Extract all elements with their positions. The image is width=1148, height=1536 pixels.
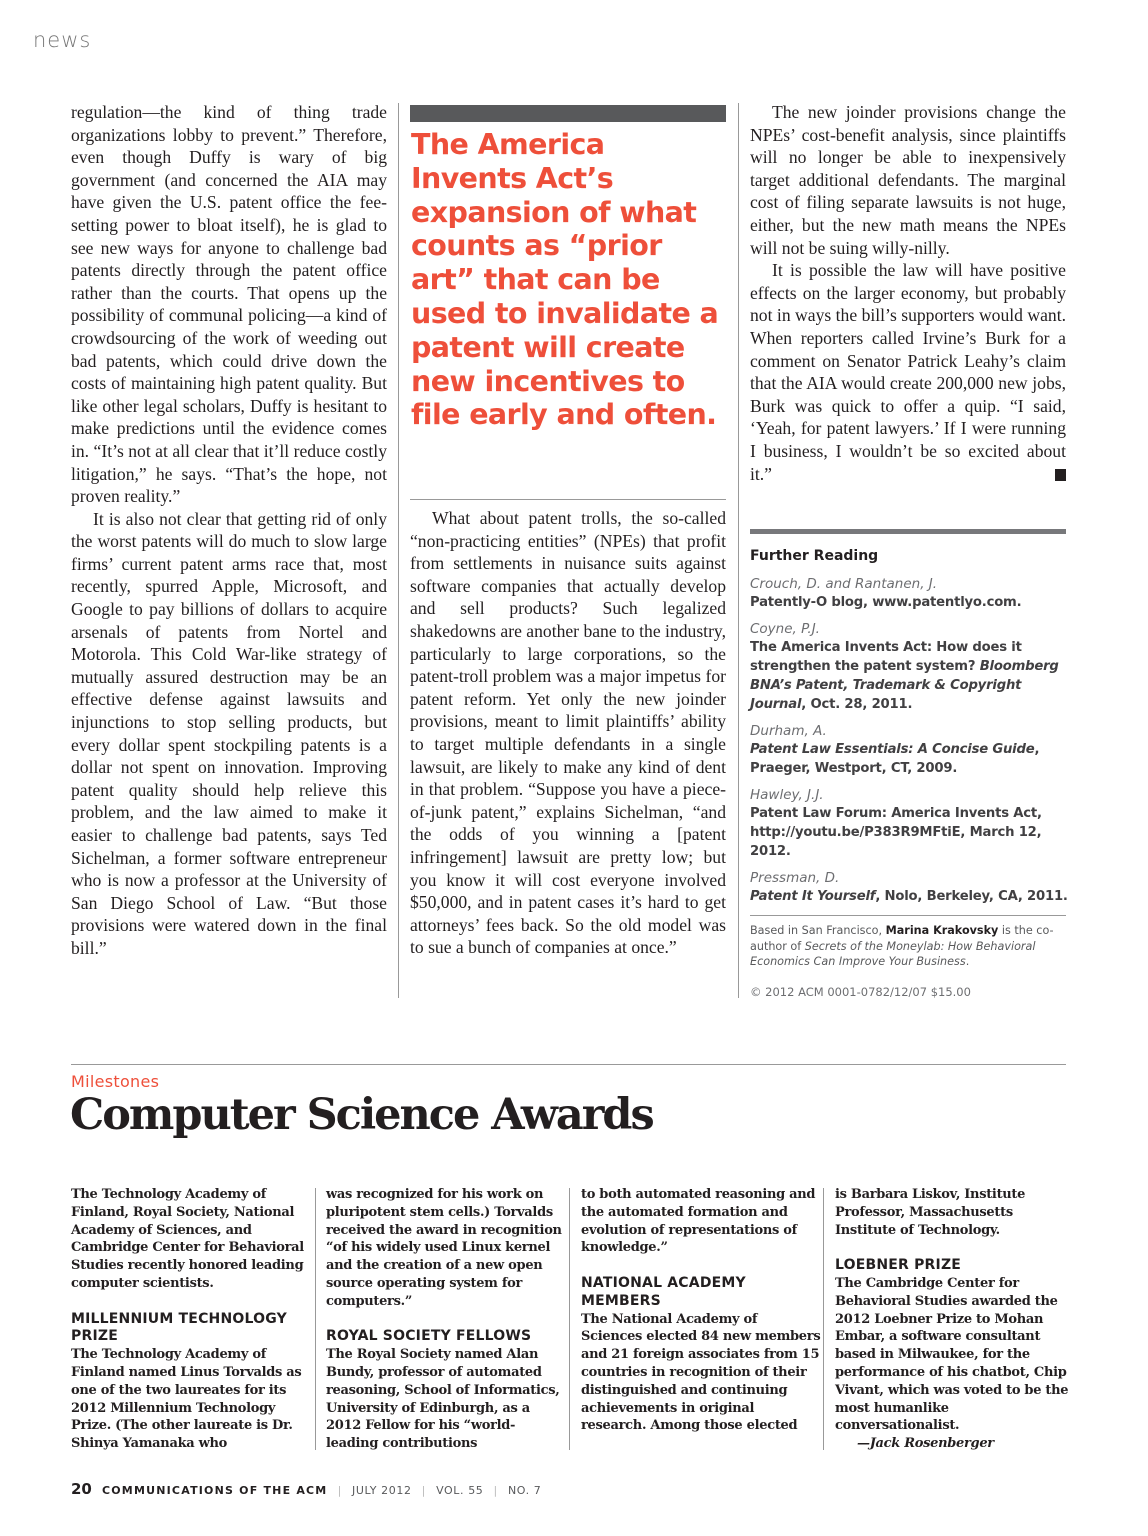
- pull-quote-rule: [410, 499, 726, 500]
- milestones-column-3: [581, 1186, 821, 1453]
- milestones-label: Milestones: [71, 1072, 160, 1091]
- magazine-name: COMMUNICATIONS OF THE ACM: [101, 1484, 328, 1497]
- issue-date: JULY 2012: [351, 1484, 412, 1497]
- milestones-text: is Barbara Liskov, Institute Professor, Massachusetts Institute of Technology.: [835, 1187, 1026, 1238]
- author-bio: [750, 923, 1070, 970]
- column-divider: [823, 1188, 824, 1450]
- author-name: Marina Krakovsky: [885, 924, 999, 937]
- bio-rule: [750, 915, 1066, 916]
- milestones-heading: MILLENNIUM TECHNOLOGY PRIZE: [71, 1310, 287, 1345]
- article-column-1: [71, 101, 387, 960]
- article-paragraph: [750, 259, 1084, 485]
- article-paragraph-text: It is possible the law will have positive effects on the larger economy, but probably not in ways the bill’s supporters would want. When reporters called Irvine’s Burk for a comment on Senator Patrick Leahy’s claim that the AIA would create 200,000 new jobs, Burk was quick to offer a quip. “I said, ‘Yeah, for patent lawyers.’ If I were running I business, I wouldn’t be so excited about it.”: [750, 260, 1066, 484]
- reference-entry: [750, 722, 1070, 778]
- bio-text: .: [965, 955, 970, 968]
- reference-body: Patent Law Forum: America Invents Act, http://youtu.be/P383R9MFtiE, March 12, 2012.: [750, 806, 1042, 859]
- reference-body: [750, 740, 1070, 778]
- milestones-rule: [71, 1064, 1066, 1065]
- article-column-3: [750, 101, 1084, 485]
- article-paragraph: regulation—the kind of thing trade organizations lobby to prevent.” Therefore, even though Duffy is wary of big government (and concerned the AIA may have given the U.S. patent office the fee-setting power to bloat itself), he is glad to see new ways for anyone to challenge bad patents directly through the patent office rather than the courts. That opens up the possibility of communal policing—a kind of crowdsourcing of the work of weeding out bad patents, which could drive down the costs of maintaining high patent quality. But like other legal scholars, Duffy is hesitant to make predictions until the evidence comes in. “It’s not at all clear that it’ll reduce costly litigation,” he says. “That’s the hope, not proven reality.”: [71, 102, 387, 507]
- milestones-heading: NATIONAL ACADEMY MEMBERS: [581, 1274, 746, 1309]
- milestones-text: The National Academy of Sciences elected 84 new members and 21 foreign associates from 15 countries in recognition of their distinguished and continuing achievements in original research. Among those elected: [581, 1311, 821, 1434]
- reference-date: , Oct. 28, 2011.: [801, 697, 913, 712]
- milestones-text: was recognized for his work on pluripotent stem cells.) Torvalds received the award in recognition “of his widely used Linux kernel and the creation of a new open source operating system for computers.”: [326, 1187, 562, 1309]
- issue-number: NO. 7: [507, 1484, 542, 1497]
- column-divider: [315, 1188, 316, 1450]
- milestones-heading: LOEBNER PRIZE: [835, 1257, 962, 1274]
- reference-entry: [750, 620, 1070, 714]
- page-footer: [71, 1480, 541, 1498]
- milestones-text: The Cambridge Center for Behavioral Studies awarded the 2012 Loebner Prize to Mohan Embar, a software consultant based in Milwaukee, for the performance of his chatbot, Chip Vivant, which was voted to be the most humanlike conversationalist.: [835, 1275, 1069, 1434]
- reference-source: Patent It Yourself: [750, 889, 876, 904]
- section-tag: news: [33, 28, 92, 52]
- milestones-column-1: [71, 1186, 311, 1471]
- signature: —Jack Rosenberger: [857, 1436, 994, 1452]
- reference-author: Crouch, D. and Rantanen, J.: [750, 576, 938, 592]
- milestones-text: The Technology Academy of Finland named Linus Torvalds as one of the two laureates for its 2012 Millennium Technology Prize. (The other laureate is Dr. Shinya Yamanaka who: [71, 1347, 302, 1452]
- reference-author: Hawley, J.J.: [750, 787, 824, 803]
- reference-publisher: , Nolo, Berkeley, CA, 2011.: [875, 889, 1068, 904]
- reference-author: Pressman, D.: [750, 870, 840, 886]
- reference-publisher: , Praeger, Westport, CT, 2009.: [750, 742, 1040, 776]
- reference-entry: [750, 869, 1070, 906]
- article-paragraph: What about patent trolls, the so-called “non-practicing entities” (NPEs) that profit from settlements in nuisance suits against software companies that actually develop and sell products? Such legalized shakedowns are another bane to the industry, particularly to large corporations, so the patent-troll problem was a major impetus for patent reform. Yet only the new joinder provisions, meant to limit plaintiffs’ ability to target multiple defendants in a single lawsuit, are likely to make any kind of dent in that problem. “Suppose you have a piece-of-junk patent,” explains Sichelman, “and the odds of you winning a [patent infringement] lawsuit are pretty low; but you know it will cost everyone involved $50,000, and in patent cases it’s hard to get attorneys’ fees back. So the old model was to sue a bunch of companies at once.”: [410, 508, 726, 958]
- reference-source: Bloomberg BNA’s Patent, Trademark & Copyright Journal: [750, 659, 1059, 712]
- milestones-title: Computer Science Awards: [70, 1090, 653, 1140]
- reference-body: [750, 887, 1070, 906]
- pull-quote: The America Invents Act’s expansion of what counts as “prior art” that can be used to invalidate a patent will create new incentives to file early and often.: [411, 128, 719, 432]
- milestones-intro: The Technology Academy of Finland, Royal Society, National Academy of Sciences, and Cambridge Center for Behavioral Studies recently honored leading computer scientists.: [71, 1187, 304, 1291]
- milestones-text: The Royal Society named Alan Bundy, professor of automated reasoning, School of Informatics, University of Edinburgh, as a 2012 Fellow for his “world-leading contributions: [326, 1347, 560, 1452]
- reference-author: Durham, A.: [750, 723, 827, 739]
- bio-text: is the co-author of: [750, 924, 1054, 953]
- milestones-text: to both automated reasoning and the automated formation and evolution of representations of knowledge.”: [581, 1187, 816, 1256]
- bio-text: Based in San Francisco,: [750, 924, 886, 937]
- reference-entry: [750, 786, 1070, 861]
- end-mark-icon: C: [1055, 469, 1066, 481]
- footer-separator: |: [493, 1484, 498, 1497]
- book-title: Secrets of the Moneylab: How Behavioral Economics Can Improve Your Business: [750, 939, 1036, 968]
- article-paragraph: It is also not clear that getting rid of only the worst patents will do much to slow large firms’ current patent arms race that, most recently, spurred Apple, Microsoft, and Google to pay billions of dollars to acquire arsenals of patents from Nortel and Motorola. This Cold War-like strategy of mutually assured destruction may be an effective defense against lawsuits and injunctions to stop selling products, but every dollar spent stockpiling patents is a dollar not spent on innovation. Improving patent quality should help relieve this problem, and the law aimed to make it easier to challenge bad patents, says Ted Sichelman, a former software entrepreneur who is now a professor at the University of San Diego School of Law. “But those provisions were watered down in the final bill.”: [71, 508, 387, 958]
- column-divider: [569, 1188, 570, 1450]
- reference-title: The America Invents Act: How does it strengthen the patent system?: [750, 640, 1022, 674]
- reference-author: Coyne, P.J.: [750, 621, 820, 637]
- further-reading-title: Further Reading: [750, 548, 879, 564]
- page-number: 20: [71, 1480, 92, 1498]
- reference-body: [750, 638, 1070, 714]
- issue-volume: VOL. 55: [436, 1484, 484, 1497]
- footer-separator: |: [421, 1484, 426, 1497]
- milestones-heading: ROYAL SOCIETY FELLOWS: [326, 1328, 532, 1345]
- pull-quote-bar: [410, 105, 726, 122]
- article-paragraph: The new joinder provisions change the NPEs’ cost-benefit analysis, since plaintiffs will no longer be able to inexpensively target additional defendants. The marginal cost of filing separate lawsuits is not huge, either, but the new math means the NPEs will not be suing willy-nilly.: [750, 102, 1066, 258]
- reference-body: Patently-O blog, www.patentlyo.com.: [750, 595, 1022, 610]
- footer-separator: |: [337, 1484, 342, 1497]
- reference-source: Patent Law Essentials: A Concise Guide: [750, 742, 1035, 757]
- copyright: © 2012 ACM 0001-0782/12/07 $15.00: [750, 985, 971, 999]
- article-column-2: [410, 507, 726, 959]
- further-reading-bar: [750, 529, 1066, 534]
- milestones-column-4: [835, 1186, 1075, 1471]
- further-reading: [750, 548, 1070, 914]
- reference-entry: [750, 575, 1070, 612]
- milestones-column-2: [326, 1186, 566, 1471]
- column-divider: [398, 103, 399, 998]
- column-divider: [738, 103, 739, 998]
